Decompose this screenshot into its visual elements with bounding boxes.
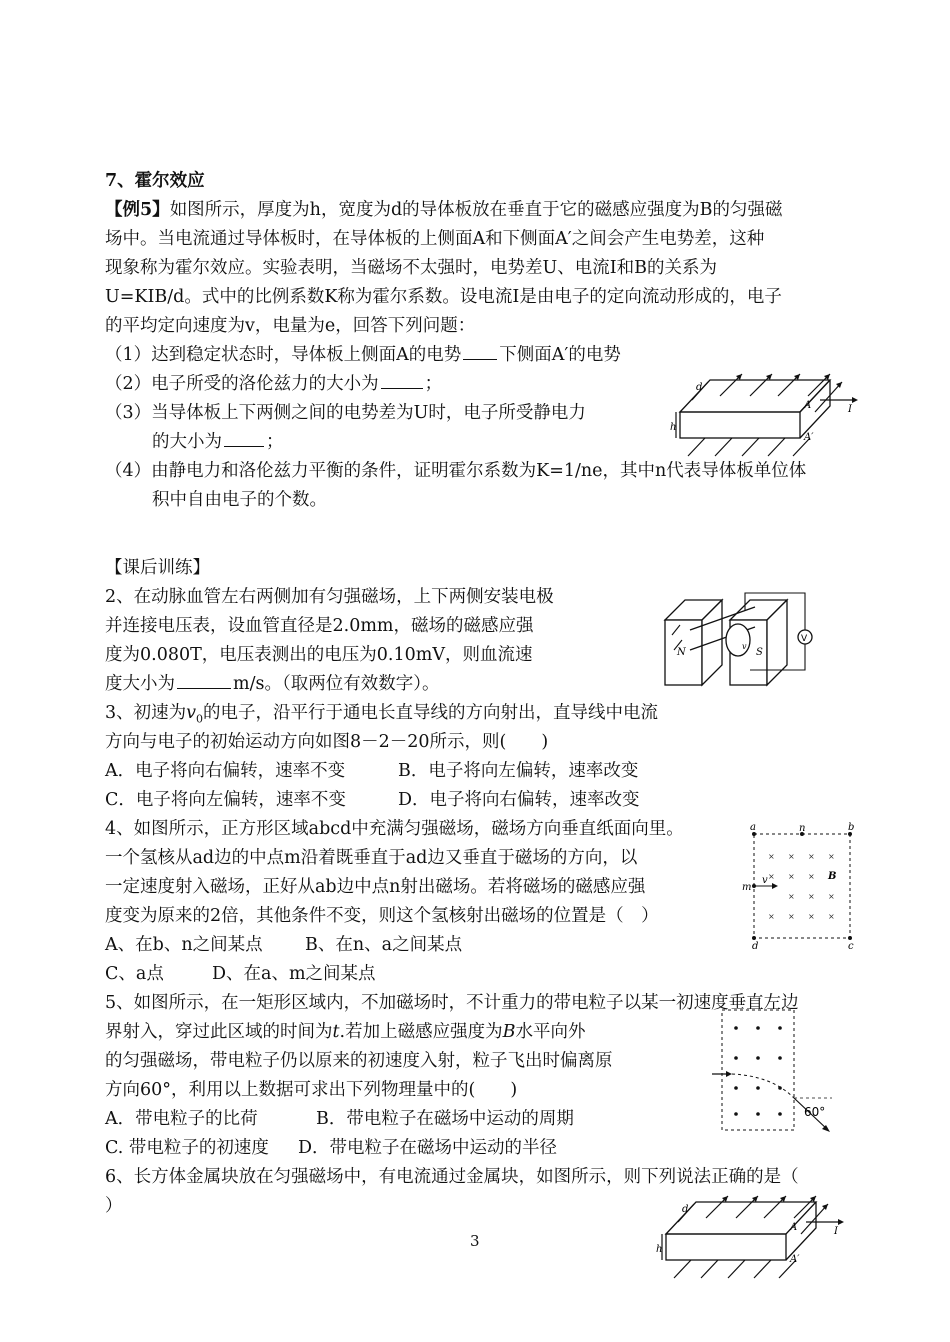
svg-text:×: ×	[828, 892, 835, 901]
problem-3-option-b[interactable]: B．电子将向左偏转，速率改变	[398, 761, 639, 781]
problem-5-text-a: 界射入，穿过此区域的时间为	[105, 1022, 333, 1042]
svg-text:×: ×	[768, 912, 775, 921]
problem-4-option-d[interactable]: D、在a、m之间某点	[212, 964, 376, 984]
answer-blank-4[interactable]	[177, 670, 231, 689]
problem-2-text-a: 度大小为	[105, 674, 175, 694]
hall-effect-figure	[670, 360, 870, 460]
corner-b-label: b	[848, 822, 855, 833]
problem-3-text-b: 的电子，沿平行于通电长直导线的方向射出，直导线中电流	[203, 703, 659, 723]
question-3: （3）当导体板上下两侧之间的电势差为U时，电子所受静电力	[105, 403, 586, 423]
metal-block-figure	[656, 1182, 856, 1282]
question-3-text-c: ；	[266, 432, 284, 452]
answer-blank-1[interactable]	[463, 341, 497, 360]
problem-5-line-1: 5、如图所示，在一矩形区域内，不加磁场时，不计重力的带电粒子以某一初速度垂直左边	[105, 993, 799, 1013]
problem-5-text-b: .若加上磁感应强度为	[339, 1022, 503, 1042]
question-1-text-a: （1）达到稳定状态时，导体板上侧面A的电势	[105, 345, 462, 365]
point-n-label: n	[799, 823, 806, 834]
hall-I-label: I	[848, 404, 852, 415]
example-tag: 【例5】	[105, 200, 170, 220]
example-text-1: 如图所示，厚度为h，宽度为d的导体板放在垂直于它的磁感应强度为B的匀强磁	[169, 200, 783, 220]
problem-4-line-3: 一定速度射入磁场，正好从ab边中点n射出磁场。若将磁场的磁感应强	[105, 877, 646, 897]
problem-4-option-b[interactable]: B、在n、a之间某点	[305, 935, 463, 955]
problem-5-option-d[interactable]: D．带电粒子在磁场中运动的半径	[298, 1138, 558, 1158]
problem-2-line-3: 度为0.080T，电压表测出的电压为0.10mV，则血流速	[105, 645, 533, 665]
question-2-text-b: ；	[424, 374, 443, 394]
block-A-label: A	[790, 1222, 798, 1233]
velocity-v-label: v	[762, 875, 768, 886]
hall-h-label: h	[670, 422, 677, 433]
svg-text:×: ×	[768, 872, 775, 881]
problem-3-option-a[interactable]: A．电子将向右偏转，速率不变	[105, 761, 346, 781]
svg-text:×: ×	[808, 852, 815, 861]
v0-subscript: 0	[196, 712, 204, 726]
hall-A-label: A	[804, 400, 812, 411]
problem-4-line-1: 4、如图所示，正方形区域abcd中充满匀强磁场，磁场方向垂直纸面向里。	[105, 819, 684, 839]
problem-5-text-c: 水平向外	[515, 1022, 586, 1042]
hall-A-prime-label: A′	[804, 432, 814, 443]
question-4-cont: 积中自由电子的个数。	[152, 490, 327, 510]
svg-text:×: ×	[828, 852, 835, 861]
svg-text:×: ×	[808, 912, 815, 921]
block-I-label: I	[834, 1226, 838, 1237]
field-B-label: B	[828, 871, 837, 882]
svg-text:×: ×	[788, 872, 795, 881]
problem-2-line-1: 2、在动脉血管左右两侧加有匀强磁场，上下两侧安装电极	[105, 587, 554, 607]
corner-c-label: c	[848, 941, 854, 950]
problem-5-option-c[interactable]: C. 带电粒子的初速度	[105, 1138, 269, 1158]
page-number: 3	[470, 1232, 480, 1250]
answer-blank-3[interactable]	[224, 428, 264, 447]
question-4: （4）由静电力和洛伦兹力平衡的条件，证明霍尔系数为K=1/ne，其中n代表导体板单位体	[105, 461, 807, 481]
v0-symbol: v	[186, 703, 197, 723]
voltmeter-icon: V	[801, 634, 808, 644]
block-A-prime-label: A′	[790, 1254, 800, 1265]
problem-3-option-c[interactable]: C．电子将向左偏转，速率不变	[105, 790, 346, 810]
block-h-label: h	[656, 1244, 663, 1255]
problem-3-line-2: 方向与电子的初始运动方向如图8－2－20所示，则( )	[105, 732, 549, 752]
example-line-2: 场中。当电流通过导体板时，在导体板的上侧面A和下侧面A′之间会产生电势差，这种	[105, 229, 765, 249]
time-symbol: t	[332, 1022, 340, 1042]
corner-d-label: d	[752, 941, 759, 950]
south-pole-label: S	[756, 647, 763, 658]
field-symbol: B	[502, 1022, 516, 1042]
example-line-3: 现象称为霍尔效应。实验表明，当磁场不太强时，电势差U、电流I和B的关系为	[105, 258, 718, 278]
problem-5-option-a[interactable]: A．带电粒子的比荷	[105, 1109, 258, 1129]
problem-3-option-d[interactable]: D．电子将向右偏转，速率改变	[398, 790, 640, 810]
problem-5-line-3: 的匀强磁场，带电粒子仍以原来的初速度入射，粒子飞出时偏离原	[105, 1051, 613, 1071]
question-3-cont	[152, 428, 284, 456]
section-title: 7、霍尔效应	[105, 171, 205, 191]
svg-text:×: ×	[808, 872, 815, 881]
svg-text:×: ×	[788, 912, 795, 921]
question-3-text-b: 的大小为	[152, 432, 222, 452]
deflection-figure	[712, 1006, 852, 1136]
problem-3-text-a: 3、初速为	[105, 703, 187, 723]
problem-5-option-b[interactable]: B．带电粒子在磁场中运动的周期	[316, 1109, 574, 1129]
svg-text:×: ×	[788, 852, 795, 861]
problem-4-line-4: 度变为原来的2倍，其他条件不变，则这个氢核射出磁场的位置是（ ）	[105, 906, 659, 926]
question-1-text-b: 下侧面A′的电势	[499, 345, 621, 365]
svg-text:×: ×	[828, 912, 835, 921]
svg-text:×: ×	[808, 892, 815, 901]
question-2	[105, 370, 442, 398]
north-pole-label: N	[677, 647, 686, 658]
block-d-label: d	[682, 1204, 689, 1215]
problem-5-line-2	[105, 1018, 585, 1046]
problem-4-option-a[interactable]: A、在b、n之间某点	[105, 935, 263, 955]
point-m-label: m	[742, 882, 752, 893]
problem-2-text-b: m/s。（取两位有效数字）。	[233, 674, 440, 694]
answer-blank-2[interactable]	[381, 370, 423, 389]
blood-flow-figure	[660, 585, 820, 690]
problem-2-line-4	[105, 670, 439, 698]
example-line-5: 的平均定向速度为v，电量为e，回答下列问题：	[105, 316, 476, 336]
deflection-angle-label: 60°	[804, 1105, 826, 1119]
svg-text:×: ×	[788, 892, 795, 901]
question-1	[105, 341, 621, 369]
problem-4-line-2: 一个氢核从ad边的中点m沿着既垂直于ad边又垂直于磁场的方向，以	[105, 848, 638, 868]
svg-text:×: ×	[768, 852, 775, 861]
problem-4-option-c[interactable]: C、a点	[105, 964, 164, 984]
problem-2-line-2: 并连接电压表，设血管直径是2.0mm，磁场的磁感应强	[105, 616, 534, 636]
square-field-figure	[740, 822, 860, 950]
example-line-1	[105, 196, 783, 224]
example-line-4: U=KIB/d。式中的比例系数K称为霍尔系数。设电流I是由电子的定向流动形成的，电子	[105, 287, 782, 307]
hall-d-label: d	[696, 382, 703, 393]
problem-6-line-1: 6、长方体金属块放在匀强磁场中，有电流通过金属块，如图所示，则下列说法正确的是（	[105, 1167, 799, 1187]
practice-title: 【课后训练】	[105, 558, 210, 578]
corner-a-label: a	[750, 822, 756, 833]
velocity-label: v	[742, 642, 747, 651]
problem-5-line-4: 方向60°，利用以上数据可求出下列物理量中的( )	[105, 1080, 518, 1100]
problem-6-line-2: ）	[105, 1196, 123, 1216]
question-2-text-a: （2）电子所受的洛伦兹力的大小为	[105, 374, 379, 394]
